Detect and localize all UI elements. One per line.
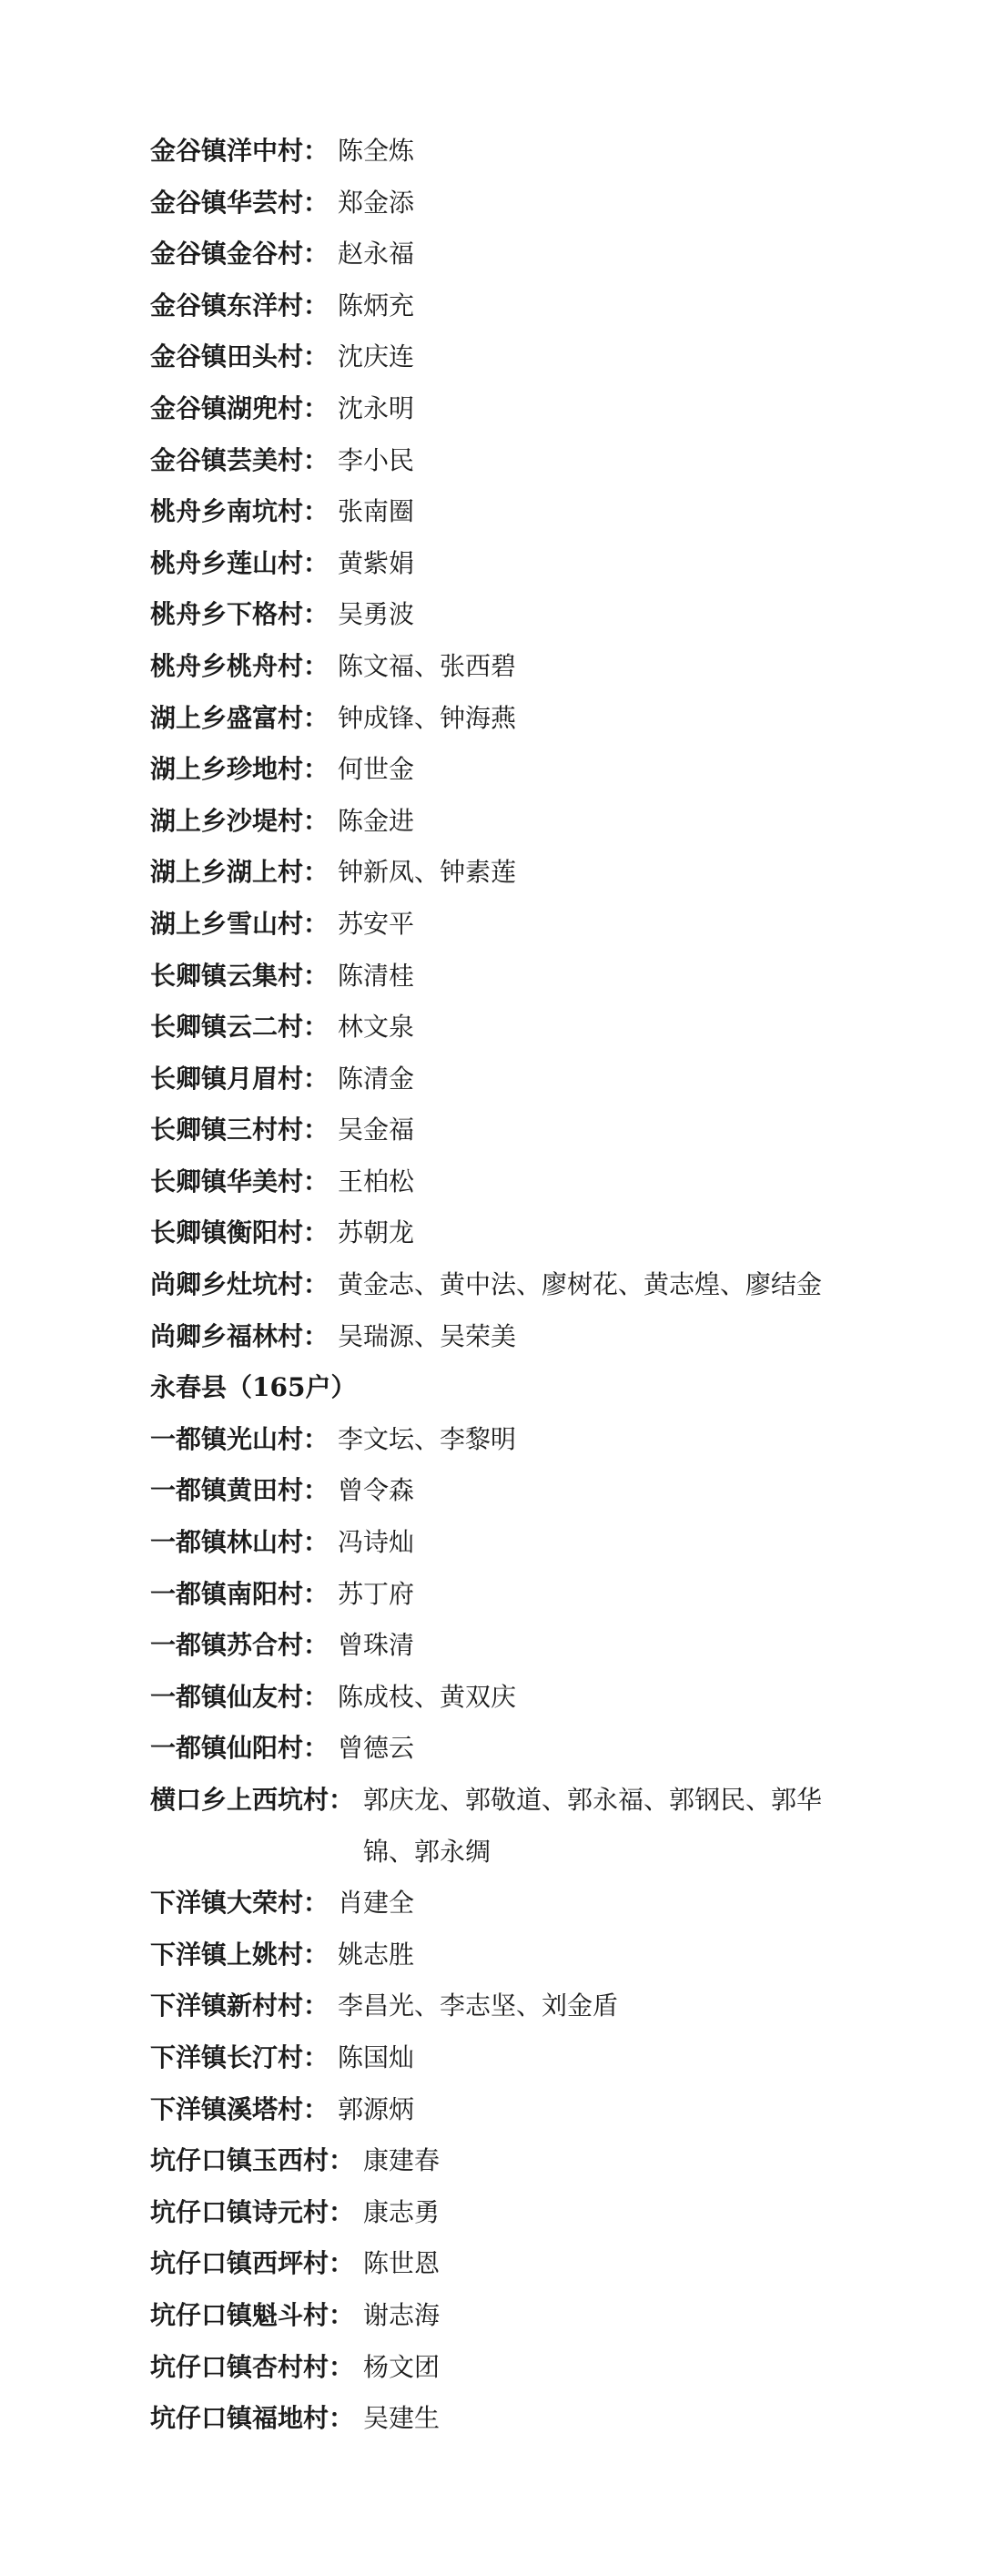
list-item (150, 1156, 933, 1208)
village-label: 一都镇仙阳村 (150, 1733, 304, 1764)
list-item (150, 1002, 933, 1054)
village-label: 湖上乡沙堤村 (150, 805, 304, 836)
list-item (150, 641, 933, 693)
names: 苏丁府 (338, 1578, 415, 1609)
list-item (150, 1517, 933, 1569)
list-item (150, 1878, 933, 1929)
village-label: 长卿镇云二村 (150, 1012, 304, 1043)
village-label: 金谷镇东洋村 (150, 290, 304, 321)
names: 谢志海 (363, 2299, 441, 2330)
colon: ： (329, 2351, 355, 2382)
list-item (150, 1414, 933, 1466)
names: 王柏松 (338, 1166, 415, 1196)
list-item (150, 951, 933, 1003)
village-label: 长卿镇月眉村 (150, 1063, 304, 1094)
village-label: 桃舟乡下格村 (150, 599, 304, 630)
names: 陈世恩 (363, 2248, 441, 2279)
colon: ： (303, 239, 329, 270)
colon: ： (303, 341, 329, 372)
village-label: 湖上乡雪山村 (150, 908, 304, 939)
colon: ： (303, 908, 329, 939)
names: 康建春 (363, 2145, 441, 2176)
village-label: 下洋镇新村村 (150, 1991, 304, 2021)
village-label: 坑仔口镇西坪村 (150, 2248, 329, 2279)
colon: ： (303, 1269, 329, 1300)
village-label: 下洋镇长汀村 (150, 2041, 304, 2072)
names: 何世金 (338, 754, 415, 785)
list-item (150, 2084, 933, 2136)
list-item (150, 2342, 933, 2394)
village-label: 湖上乡湖上村 (150, 857, 304, 888)
list-item (150, 229, 933, 280)
village-label: 一都镇南阳村 (150, 1578, 304, 1609)
village-label: 金谷镇湖兜村 (150, 392, 304, 423)
colon: ： (303, 857, 329, 888)
names: 钟成锋、钟海燕 (338, 702, 517, 733)
list-item (150, 1723, 933, 1775)
names: 肖建全 (338, 1888, 415, 1919)
list-item (150, 693, 933, 745)
names: 陈金进 (338, 805, 415, 836)
names: 郭庆龙、郭敬道、郭永福、郭钢民、郭华锦、郭永绸 (363, 1785, 823, 1867)
list-item (150, 899, 933, 951)
village-label: 一都镇黄田村 (150, 1475, 304, 1506)
colon: ： (303, 1320, 329, 1351)
colon: ： (303, 805, 329, 836)
colon: ： (303, 702, 329, 733)
list-item (150, 435, 933, 487)
names: 吴建生 (363, 2403, 441, 2434)
colon: ： (303, 547, 329, 578)
names: 吴金福 (338, 1115, 415, 1145)
list-item (150, 1054, 933, 1105)
names: 陈清金 (338, 1063, 415, 1094)
colon: ： (303, 187, 329, 218)
names: 陈全炼 (338, 136, 415, 166)
village-label: 一都镇苏合村 (150, 1630, 304, 1661)
names: 吴勇波 (338, 599, 415, 630)
list-item (150, 2238, 933, 2290)
village-label: 坑仔口镇玉西村 (150, 2145, 329, 2176)
colon: ： (303, 1888, 329, 1919)
list-item (150, 1207, 933, 1259)
names: 李小民 (338, 444, 415, 475)
names: 冯诗灿 (338, 1527, 415, 1558)
names: 陈国灿 (338, 2041, 415, 2072)
colon: ： (303, 290, 329, 321)
colon: ： (303, 2093, 329, 2124)
village-label: 湖上乡珍地村 (150, 754, 304, 785)
list-item (150, 486, 933, 538)
list-item (150, 538, 933, 590)
names: 陈文福、张西碧 (338, 650, 517, 681)
colon: ： (303, 1733, 329, 1764)
names: 陈成枝、黄双庆 (338, 1681, 517, 1712)
colon: ： (303, 650, 329, 681)
list-item (150, 1672, 933, 1724)
village-label: 长卿镇云集村 (150, 960, 304, 991)
names: 曾珠清 (338, 1630, 415, 1661)
village-label: 金谷镇芸美村 (150, 444, 304, 475)
colon: ： (303, 1681, 329, 1712)
names: 苏朝龙 (338, 1217, 415, 1248)
names: 苏安平 (338, 908, 415, 939)
village-label: 一都镇林山村 (150, 1527, 304, 1558)
colon: ： (303, 599, 329, 630)
village-label: 桃舟乡莲山村 (150, 547, 304, 578)
names: 黄紫娟 (338, 547, 415, 578)
names: 沈永明 (338, 392, 415, 423)
list-item (150, 383, 933, 435)
village-label: 下洋镇上姚村 (150, 1939, 304, 1970)
colon: ： (303, 754, 329, 785)
village-label: 湖上乡盛富村 (150, 702, 304, 733)
list-item (150, 178, 933, 229)
list-item (150, 2290, 933, 2342)
names: 康志勇 (363, 2196, 441, 2227)
village-label: 一都镇仙友村 (150, 1681, 304, 1712)
names: 张南圈 (338, 496, 415, 527)
list-item (150, 744, 933, 796)
colon: ： (329, 2196, 355, 2227)
colon: ： (329, 2145, 355, 2176)
names: 吴瑞源、吴荣美 (338, 1320, 517, 1351)
village-label: 坑仔口镇杏村村 (150, 2351, 329, 2382)
colon: ： (303, 1475, 329, 1506)
colon: ： (303, 496, 329, 527)
list-item (150, 2393, 933, 2445)
colon: ： (303, 1991, 329, 2021)
colon: ： (303, 1527, 329, 1558)
colon: ： (303, 1115, 329, 1145)
village-list (150, 126, 933, 2445)
names: 林文泉 (338, 1012, 415, 1043)
colon: ： (303, 392, 329, 423)
colon: ： (303, 1217, 329, 1248)
colon: ： (329, 2403, 355, 2434)
list-item (150, 589, 933, 641)
names: 钟新凤、钟素莲 (338, 857, 517, 888)
names: 曾德云 (338, 1733, 415, 1764)
list-item (150, 1980, 933, 2032)
village-label: 金谷镇洋中村 (150, 136, 304, 166)
village-label: 横口乡上西坑村 (150, 1785, 329, 1815)
names: 曾令森 (338, 1475, 415, 1506)
names: 沈庆连 (338, 341, 415, 372)
list-item (150, 1620, 933, 1672)
list-item (150, 2187, 933, 2239)
village-label: 尚卿乡灶坑村 (150, 1269, 304, 1300)
names: 郑金添 (338, 187, 415, 218)
list-item (150, 280, 933, 332)
colon: ： (329, 2248, 355, 2279)
list-item (150, 1569, 933, 1621)
colon: ： (303, 960, 329, 991)
village-label: 下洋镇溪塔村 (150, 2093, 304, 2124)
village-label: 长卿镇华美村 (150, 1166, 304, 1196)
colon: ： (329, 1785, 355, 1815)
list-item (150, 2135, 933, 2187)
list-item (150, 847, 933, 899)
colon: ： (303, 444, 329, 475)
names: 黄金志、黄中法、廖树花、黄志煌、廖结金 (338, 1269, 823, 1300)
list-item (150, 796, 933, 848)
names: 陈清桂 (338, 960, 415, 991)
village-label: 长卿镇三村村 (150, 1115, 304, 1145)
village-label: 金谷镇华芸村 (150, 187, 304, 218)
names: 郭源炳 (338, 2093, 415, 2124)
colon: ： (303, 136, 329, 166)
village-label: 下洋镇大荣村 (150, 1888, 304, 1919)
village-label: 尚卿乡福林村 (150, 1320, 304, 1351)
list-item (150, 1311, 933, 1363)
list-item (150, 1465, 933, 1517)
names: 陈炳充 (338, 290, 415, 321)
list-item (150, 1105, 933, 1156)
list-item (150, 2032, 933, 2084)
names: 李昌光、李志坚、刘金盾 (338, 1991, 619, 2021)
colon: ： (303, 1012, 329, 1043)
village-label: 桃舟乡南坑村 (150, 496, 304, 527)
names: 杨文团 (363, 2351, 441, 2382)
village-label: 坑仔口镇福地村 (150, 2403, 329, 2434)
names: 李文坛、李黎明 (338, 1423, 517, 1454)
colon: ： (303, 1578, 329, 1609)
colon: ： (329, 2299, 355, 2330)
list-item (150, 331, 933, 383)
section-heading: 永春县（165户） (150, 1372, 357, 1403)
village-label: 坑仔口镇魁斗村 (150, 2299, 329, 2330)
list-item (150, 1259, 933, 1311)
list-item (150, 126, 933, 178)
names: 姚志胜 (338, 1939, 415, 1970)
colon: ： (303, 1630, 329, 1661)
colon: ： (303, 2041, 329, 2072)
village-label: 长卿镇衡阳村 (150, 1217, 304, 1248)
names: 赵永福 (338, 239, 415, 270)
village-label: 桃舟乡桃舟村 (150, 650, 304, 681)
list-item (150, 1775, 933, 1878)
colon: ： (303, 1423, 329, 1454)
village-label: 金谷镇田头村 (150, 341, 304, 372)
colon: ： (303, 1166, 329, 1196)
list-item (150, 1929, 933, 1981)
colon: ： (303, 1939, 329, 1970)
village-label: 金谷镇金谷村 (150, 239, 304, 270)
village-label: 一都镇光山村 (150, 1423, 304, 1454)
village-label: 坑仔口镇诗元村 (150, 2196, 329, 2227)
colon: ： (303, 1063, 329, 1094)
